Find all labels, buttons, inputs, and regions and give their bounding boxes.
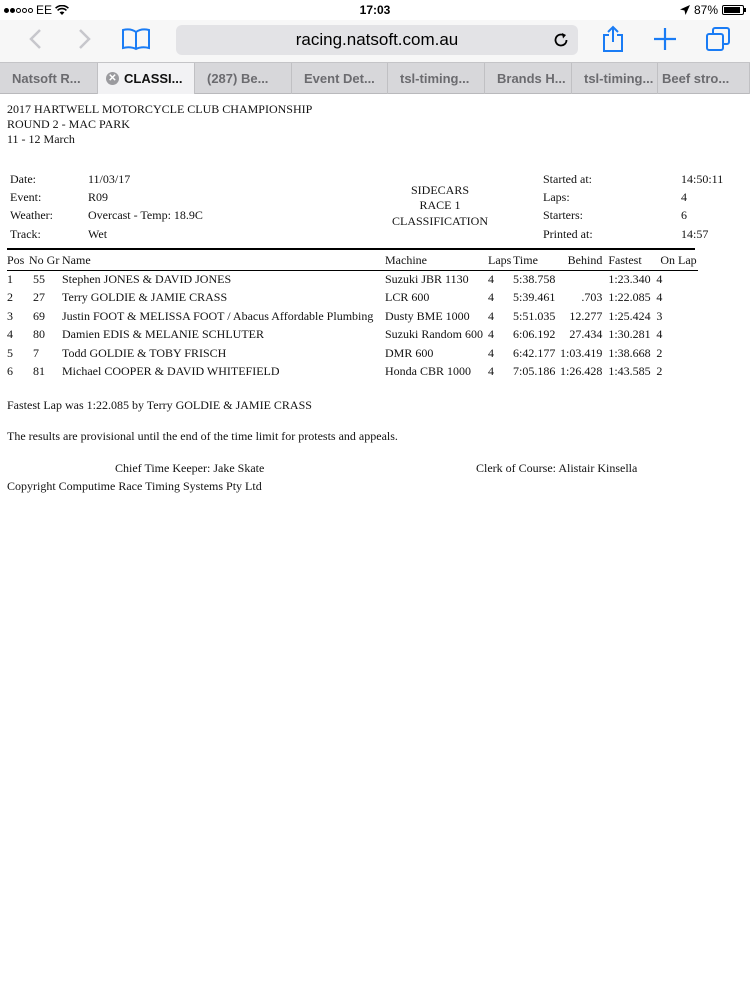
race-meta [7,172,743,244]
row-machine: Suzuki Random 600 [385,327,483,342]
battery-percent: 87% [693,3,718,17]
tab-tsl-timing-2[interactable]: tsl-timing... [572,63,658,94]
starters-value: 6 [681,208,687,222]
date-label: Date: [10,172,36,186]
table-row [7,344,698,363]
tab-event-details[interactable]: Event Det... [292,63,388,94]
printed-label: Printed at: [543,227,593,241]
row-time: 5:51.035 [513,308,556,323]
row-time: 6:42.177 [513,345,556,360]
row-fastest: 1:38.668 [608,345,651,360]
reload-icon[interactable] [552,31,570,49]
tab-tsl-timing-1[interactable]: tsl-timing... [388,63,485,94]
col-on-lap: On Lap [656,252,698,270]
row-time: 7:05.186 [513,364,556,379]
tab-natsoft[interactable]: Natsoft R... [0,63,98,94]
tab-287[interactable]: (287) Be... [195,63,292,94]
row-pos: 6 [7,364,13,379]
row-machine: Suzuki JBR 1130 [385,272,469,286]
event-value: R09 [88,190,109,204]
row-pos: 1 [7,272,13,286]
row-name: Terry GOLDIE & JAMIE CRASS [62,290,228,305]
clock: 17:03 [359,3,391,17]
row-no: 55 [33,272,45,286]
tab-classification[interactable]: ✕ CLASSI... [98,63,195,94]
clerk-of-course: Clerk of Course: Alistair Kinsella [476,461,638,475]
track-label: Track: [10,227,41,241]
divider [7,248,695,250]
class-name: SIDECARS [410,183,469,197]
close-icon[interactable]: ✕ [106,72,119,85]
row-pos: 4 [7,327,13,342]
event-label: Event: [10,190,42,204]
table-row [7,289,698,308]
row-fastest: 1:25.424 [608,308,651,323]
row-fastest: 1:30.281 [608,327,651,342]
date-value: 11/03/17 [88,172,131,186]
back-icon[interactable] [20,24,50,54]
row-time: 6:06.192 [513,327,556,342]
row-on-lap: 2 [656,345,663,360]
weather-value: Overcast - Temp: 18.9C [88,208,203,222]
tab-bar [0,62,750,94]
row-no: 7 [33,345,39,360]
row-on-lap: 2 [656,364,663,379]
results-table [7,252,698,381]
row-time: 5:38.758 [513,272,556,286]
col-pos: Pos [7,252,29,270]
fastest-lap-note: Fastest Lap was 1:22.085 by Terry GOLDIE & JAMIE CRASS [7,398,312,412]
row-on-lap: 4 [656,327,663,342]
row-fastest: 1:23.340 [608,272,651,286]
col-machine: Machine [385,252,488,270]
row-laps: 4 [488,308,494,323]
laps-label: Laps: [543,190,570,204]
row-laps: 4 [488,364,494,379]
row-pos: 2 [7,290,13,305]
col-time: Time [513,252,560,270]
table-row [7,326,698,345]
forward-icon[interactable] [70,24,100,54]
row-pos: 5 [7,345,13,360]
col-laps: Laps [488,252,513,270]
row-machine: Honda CBR 1000 [385,364,472,379]
copyright: Copyright Computime Race Timing Systems Pty Ltd [7,479,262,493]
row-on-lap: 3 [656,308,663,323]
new-tab-icon[interactable] [650,24,680,54]
battery-icon [722,5,744,15]
row-time: 5:39.461 [513,290,556,305]
weather-label: Weather: [10,208,54,222]
starters-label: Starters: [543,208,583,222]
col-name: Name [62,252,385,270]
table-row [7,363,698,382]
row-name: Michael COOPER & DAVID WHITEFIELD [62,364,280,379]
row-behind: .703 [581,290,603,305]
bookmarks-icon[interactable] [121,24,151,54]
row-behind [560,270,608,289]
row-laps: 4 [488,290,494,305]
table-row [7,307,698,326]
col-no-gr: No Gr [29,252,62,270]
laps-value: 4 [681,190,687,204]
row-laps: 4 [488,327,494,342]
row-name: Justin FOOT & MELISSA FOOT / Abacus Affordable Plumbing [62,308,374,323]
row-no: 80 [33,327,45,342]
row-fastest: 1:22.085 [608,290,651,305]
track-value: Wet [88,227,108,241]
col-behind: Behind [560,252,608,270]
location-arrow-icon [680,5,690,15]
tab-brands-hatch[interactable]: Brands H... [485,63,572,94]
printed-value: 14:57 [681,227,709,241]
row-laps: 4 [488,272,494,286]
championship-title: 2017 HARTWELL MOTORCYCLE CLUB CHAMPIONSHIP [7,102,313,116]
event-dates: 11 - 12 March [7,132,75,146]
row-behind: 1:26.428 [560,364,603,379]
share-icon[interactable] [598,24,628,54]
col-fastest: Fastest [608,252,656,270]
chief-timekeeper: Chief Time Keeper: Jake Skate [115,461,265,475]
row-no: 81 [33,364,45,379]
row-no: 69 [33,308,45,323]
report-type: CLASSIFICATION [391,214,488,228]
row-machine: LCR 600 [385,290,430,305]
row-pos: 3 [7,308,13,323]
row-name: Todd GOLDIE & TOBY FRISCH [62,345,227,360]
row-behind: 12.277 [569,308,603,323]
row-no: 27 [33,290,45,305]
row-machine: Dusty BME 1000 [385,308,470,323]
race-name: RACE 1 [419,198,461,212]
table-header-row [7,252,698,270]
carrier-name: EE [36,3,53,17]
started-value: 14:50:11 [681,172,724,186]
row-behind: 27.434 [569,327,603,342]
row-name: Damien EDIS & MELANIE SCHLUTER [62,327,264,342]
provisional-note: The results are provisional until the end of the time limit for protests and appeals. [7,429,398,443]
url-text: racing.natsoft.com.au [295,30,459,49]
row-fastest: 1:43.585 [608,364,651,379]
tab-beef-stroganoff[interactable]: Beef stro... [658,63,750,94]
row-machine: DMR 600 [385,345,434,360]
tabs-overview-icon[interactable] [703,24,733,54]
row-name: Stephen JONES & DAVID JONES [62,272,232,286]
row-behind: 1:03.419 [560,345,603,360]
status-bar [0,0,750,20]
results-document [7,102,743,493]
address-bar[interactable] [176,25,578,55]
table-row [7,270,698,289]
row-on-lap: 4 [656,290,663,305]
started-label: Started at: [543,172,592,186]
row-laps: 4 [488,345,494,360]
browser-toolbar [0,20,750,62]
row-on-lap: 4 [656,272,663,286]
round-title: ROUND 2 - MAC PARK [7,117,130,131]
status-right [680,3,744,17]
